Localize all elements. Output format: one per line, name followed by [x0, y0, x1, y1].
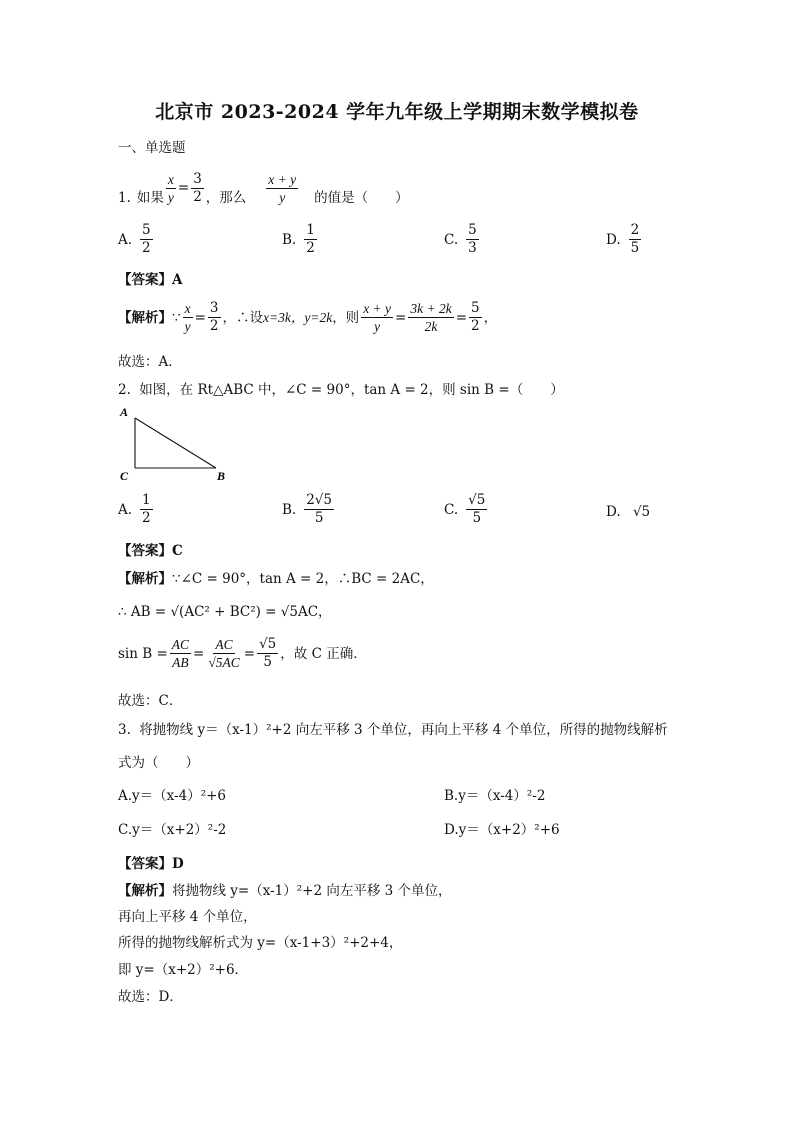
option-a: A.y＝（x-4）²+6 — [118, 788, 227, 804]
option-fraction: $\frac{1}{2}$ — [142, 492, 151, 526]
answer-1: 【答案】A — [118, 272, 183, 288]
question-3-line-2: 式为（ ） — [118, 755, 199, 771]
analysis-2-line-3: sin B = $\frac{AC}{AB}$ = $\frac{AC}{√5AC}$ = $\frac{√5}{5}$ ，故 C 正确． — [118, 636, 367, 670]
option-b: B. $\frac{1}{2}$ — [282, 222, 315, 256]
analysis-3-line-1: 【解析】将抛物线 y=（x-1）²+2 向左平移 3 个单位， — [118, 883, 452, 899]
option-c: C. $\frac{5}{3}$ — [444, 222, 477, 256]
question-3-line-1 — [118, 720, 668, 740]
analysis-fraction: $\frac{√5}{5}$ — [259, 636, 277, 670]
analysis-fraction: $\frac{5}{2}$ — [471, 300, 480, 334]
option-fraction: $\frac{1}{2}$ — [306, 222, 315, 256]
analysis-2-line-2: ∴ AB = √(AC² + BC²) = √5AC， — [118, 604, 332, 620]
question-number: 2. — [118, 382, 131, 398]
question-text: 的值是（ ） — [314, 190, 409, 206]
analysis-3-line-2: 再向上平移 4 个单位， — [118, 909, 257, 925]
option-d: D. $\frac{2}{5}$ — [606, 222, 640, 256]
conclusion-3: 故选：D． — [118, 989, 183, 1005]
section-heading: 一、单选题 — [118, 140, 186, 156]
option-b: B. $\frac{2√5}{5}$ — [282, 492, 332, 526]
analysis-fraction: $\frac{x}{y}$ — [184, 301, 191, 334]
option-fraction: $\frac{√5}{5}$ — [468, 492, 486, 526]
condition-value-fraction: $\frac{3}{2}$ — [193, 171, 202, 205]
analysis-fraction: $\frac{3k + 2k}{2k}$ — [410, 301, 452, 334]
option-d: D.y＝（x+2）²+6 — [444, 822, 560, 838]
question-text: 如果 — [136, 190, 164, 206]
conclusion-2: 故选：C． — [118, 693, 183, 709]
analysis-3-line-3: 所得的抛物线解析式为 y=（x-1+3）²+2+4， — [118, 935, 403, 951]
analysis-2-line-1: 【解析】∵∠C = 90°，tan A = 2，∴BC = 2AC， — [118, 571, 434, 587]
question-text: 如图，在 Rt△ABC 中，∠C = 90°，tan A = 2，则 sin B =（ ） — [139, 382, 564, 398]
analysis-fraction: $\frac{x + y}{y}$ — [363, 301, 392, 334]
answer-3: 【答案】D — [118, 856, 184, 872]
question-number: 3. — [118, 722, 131, 738]
vertex-label-b: B — [217, 469, 226, 483]
option-a: A. $\frac{5}{2}$ — [118, 222, 151, 256]
question-text: ，那么 — [205, 190, 247, 206]
option-fraction: $\frac{5}{2}$ — [142, 222, 151, 256]
option-c: C. $\frac{√5}{5}$ — [444, 492, 486, 526]
option-c: C.y＝（x+2）²-2 — [118, 822, 227, 838]
vertex-label-a: A — [120, 405, 129, 419]
analysis-1: 【解析】 ∵ $\frac{x}{y}$ = $\frac{3}{2}$ ，∴设 x=3k，y=2k ，则 $\frac{x + y}{y}$ = $\frac{3k + 2k}{2k}$ = $\frac{5}{2}$ ， — [118, 300, 498, 334]
question-2 — [118, 380, 564, 400]
option-fraction: $\frac{2√5}{5}$ — [306, 492, 332, 526]
answer-2: 【答案】C — [118, 543, 183, 559]
conclusion-1: 故选：A． — [118, 354, 182, 370]
option-a: A. $\frac{1}{2}$ — [118, 492, 151, 526]
analysis-fraction: $\frac{AC}{√5AC}$ — [208, 637, 240, 670]
option-value: √5 — [632, 504, 651, 520]
analysis-fraction: $\frac{AC}{AB}$ — [171, 637, 190, 670]
option-d: D. √5 — [606, 504, 651, 520]
expression-fraction: $\frac{x + y}{y}$ — [268, 172, 297, 205]
condition-fraction: $\frac{x}{y}$ — [167, 172, 174, 205]
triangle-side-ab — [135, 418, 216, 468]
option-b: B.y＝（x-4）²-2 — [444, 788, 546, 804]
vertex-label-c: C — [120, 469, 129, 483]
analysis-3-line-4: 即 y=（x+2）²+6． — [118, 962, 249, 978]
document-title: 北京市 2023-2024 学年九年级上学期期末数学模拟卷 — [155, 101, 639, 123]
equals-sign: = — [177, 180, 190, 196]
option-fraction: $\frac{5}{3}$ — [468, 222, 477, 256]
triangle-figure — [112, 402, 232, 484]
analysis-fraction: $\frac{3}{2}$ — [209, 300, 219, 334]
option-fraction: $\frac{2}{5}$ — [630, 222, 640, 256]
question-text: 将抛物线 y＝（x-1）²+2 向左平移 3 个单位，再向上平移 4 个单位，所得的抛物线解析 — [139, 722, 668, 738]
question-1 — [118, 168, 409, 208]
question-number: 1. — [118, 190, 131, 206]
